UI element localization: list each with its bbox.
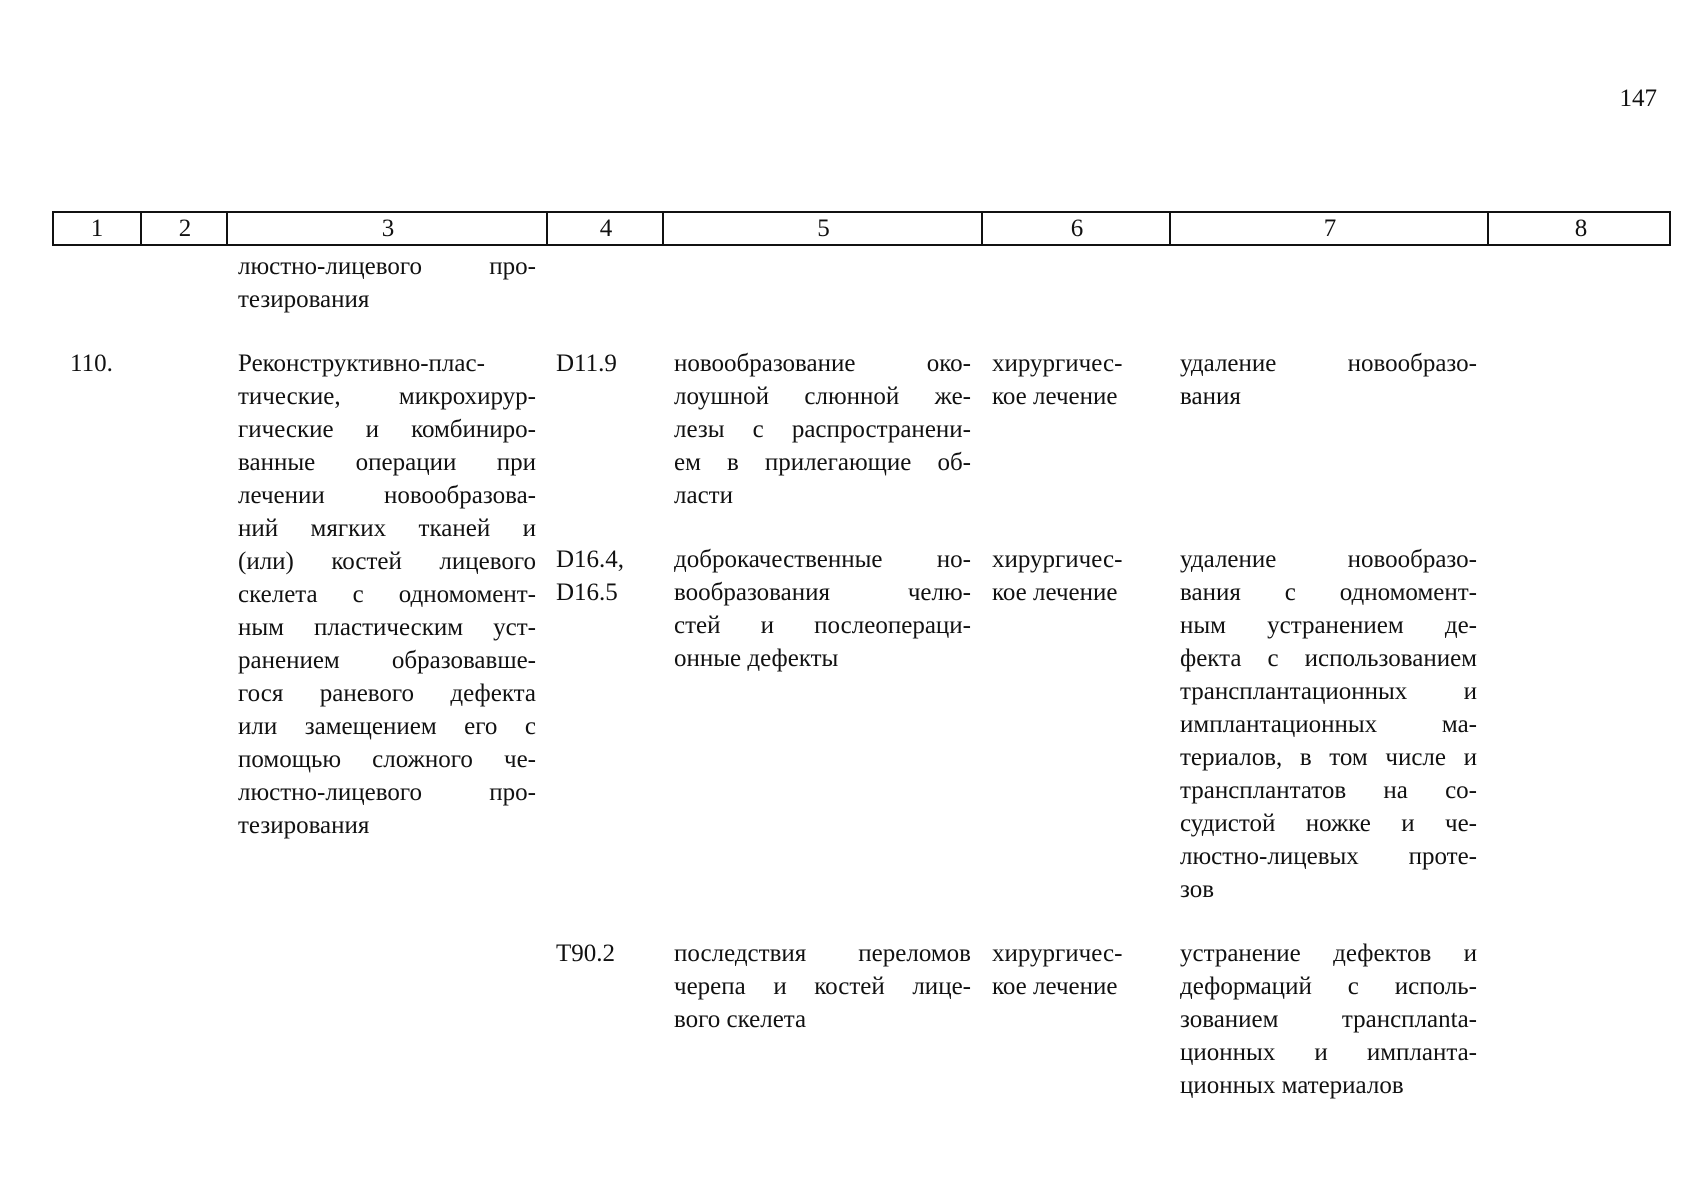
treatment-type bbox=[992, 543, 1152, 609]
text-line: Реконструктивно-плас- bbox=[238, 350, 485, 377]
text-line: трансплантатов на со- bbox=[1180, 777, 1477, 804]
page-number: 147 bbox=[1619, 85, 1657, 112]
icd-code: D11.9 bbox=[556, 350, 617, 377]
text-line: вания bbox=[1180, 383, 1241, 410]
text-line: устранение дефектов и bbox=[1180, 940, 1477, 967]
text-line: онные дефекты bbox=[674, 645, 839, 672]
entry-intervention-name bbox=[238, 347, 536, 842]
diagnosis-text bbox=[674, 347, 971, 512]
text-line: хирургичес- bbox=[992, 940, 1123, 967]
text-line: люстно-лицевого про- bbox=[238, 253, 536, 280]
text-line: ционных и импланта- bbox=[1180, 1039, 1477, 1066]
text-line: кое лечение bbox=[992, 383, 1118, 410]
text-line: скелета с одномомент- bbox=[238, 581, 536, 608]
text-line: хирургичес- bbox=[992, 546, 1123, 573]
icd-code: D16.4, bbox=[556, 546, 625, 573]
text-line: удаление новообразо- bbox=[1180, 546, 1477, 573]
text-line: люстно-лицевых протe- bbox=[1180, 843, 1477, 870]
text-line: доброкачественные но- bbox=[674, 546, 971, 573]
text-line: хирургичес- bbox=[992, 350, 1123, 377]
text-line: судистой ножке и че- bbox=[1180, 810, 1477, 837]
column-header-5: 5 bbox=[662, 213, 983, 244]
treatment-type bbox=[992, 347, 1152, 413]
icd-code: D16.5 bbox=[556, 579, 618, 606]
text-line: тезирования bbox=[238, 812, 370, 839]
text-line: помощью сложного че- bbox=[238, 746, 536, 773]
text-line: тезирования bbox=[238, 286, 370, 313]
text-line: трансплантационных и bbox=[1180, 678, 1477, 705]
treatment-method bbox=[1180, 347, 1477, 413]
text-line: зованием трансплanta- bbox=[1180, 1006, 1477, 1033]
column-header-7: 7 bbox=[1169, 213, 1489, 244]
text-line: ний мягких тканей и bbox=[238, 515, 536, 542]
text-line: гося раневого дефекта bbox=[238, 680, 536, 707]
diagnosis-text bbox=[674, 543, 971, 675]
icd-codes bbox=[556, 543, 624, 609]
text-line: вания с одномомент- bbox=[1180, 579, 1477, 606]
text-line: фекта с использованием bbox=[1180, 645, 1477, 672]
text-line: териалов, в том числе и bbox=[1180, 744, 1477, 771]
diagnosis-text bbox=[674, 937, 971, 1036]
column-header-1: 1 bbox=[90, 215, 104, 242]
column-header-row bbox=[52, 211, 1671, 246]
column-header-8: 8 bbox=[1487, 213, 1673, 244]
text-line: кое лечение bbox=[992, 579, 1118, 606]
column-header-2: 2 bbox=[140, 213, 228, 244]
text-line: тические, микрохирур- bbox=[238, 383, 536, 410]
text-line: деформаций с исполь- bbox=[1180, 973, 1477, 1000]
text-line: ным устранением де- bbox=[1180, 612, 1477, 639]
text-line: ем в прилегающие об- bbox=[674, 449, 971, 476]
text-line: гические и комбиниро- bbox=[238, 416, 536, 443]
treatment-method bbox=[1180, 937, 1477, 1102]
text-line: вообразования челю- bbox=[674, 579, 971, 606]
text-line: удаление новообразо- bbox=[1180, 350, 1477, 377]
text-line: ционных материалов bbox=[1180, 1072, 1404, 1099]
text-line: или замещением его с bbox=[238, 713, 536, 740]
column-header-4: 4 bbox=[546, 213, 664, 244]
text-line: ранением образовавше- bbox=[238, 647, 536, 674]
text-line: последствия переломов bbox=[674, 940, 971, 967]
icd-code: T90.2 bbox=[556, 940, 616, 967]
text-line: зов bbox=[1180, 876, 1215, 903]
text-line: (или) костей лицевого bbox=[238, 548, 536, 575]
column-header-3: 3 bbox=[226, 213, 548, 244]
text-line: черепа и костей лице- bbox=[674, 973, 971, 1000]
text-line: ным пластическим уст- bbox=[238, 614, 536, 641]
text-line: лезы с распространени- bbox=[674, 416, 971, 443]
text-line: лечении новообразова- bbox=[238, 482, 536, 509]
text-line: имплантационных ма- bbox=[1180, 711, 1477, 738]
text-line: новообразование око- bbox=[674, 350, 971, 377]
treatment-method bbox=[1180, 543, 1477, 906]
entry-number: 110. bbox=[70, 350, 113, 377]
text-line: стей и послеопераци- bbox=[674, 612, 971, 639]
column-header-6: 6 bbox=[981, 213, 1171, 244]
text-line: вого скелета bbox=[674, 1006, 807, 1033]
text-line: люстно-лицевого про- bbox=[238, 779, 536, 806]
treatment-type bbox=[992, 937, 1152, 1003]
text-line: ванные операции при bbox=[238, 449, 536, 476]
text-line: ласти bbox=[674, 482, 733, 509]
carryover-method-name bbox=[238, 250, 536, 316]
text-line: кое лечение bbox=[992, 973, 1118, 1000]
text-line: лоушной слюнной же- bbox=[674, 383, 971, 410]
